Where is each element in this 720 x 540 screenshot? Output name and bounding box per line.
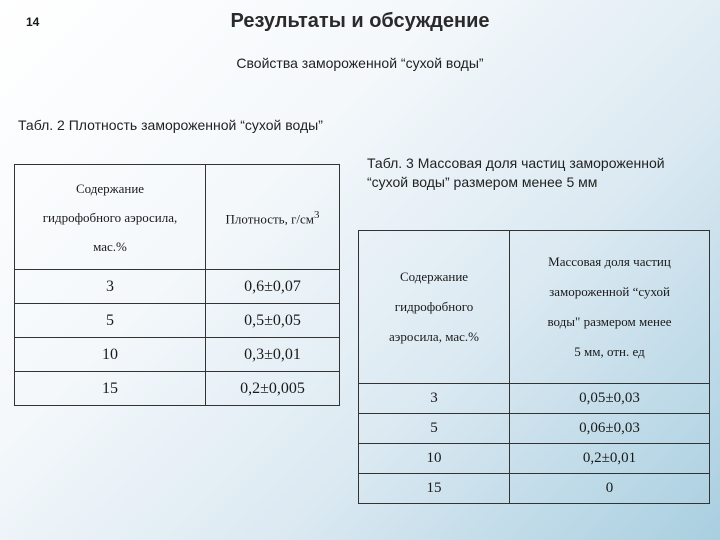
density-cell: 0,5±0,05 [206,304,340,338]
density-cell: 0,3±0,01 [206,338,340,372]
content-cell: 15 [15,372,206,406]
table-header-row [15,165,340,270]
content-cell: 5 [15,304,206,338]
fraction-cell: 0 [510,474,710,504]
slide-number: 14 [26,15,40,29]
content-header-cell [359,231,510,384]
slide-subtitle: Свойства замороженной “сухой воды” [236,55,484,71]
density-table [14,164,340,406]
fraction-header-cell [510,231,710,384]
header-line: воды" размером менее [547,314,672,329]
header-line: Содержание [75,180,145,196]
content-header-cell [15,165,206,270]
content-cell: 15 [359,474,510,504]
header-line: Содержание [399,269,469,284]
header-line: аэросила, мас.% [389,329,479,344]
fraction-cell: 0,2±0,01 [510,444,710,474]
content-cell: 3 [15,270,206,304]
header-line: гидрофобного аэросила, [42,209,178,225]
table-row [15,372,340,406]
table-row [359,414,710,444]
table3-caption: Табл. 3 Массовая доля частиц замороженной “сухой воды” размером менее 5 мм [367,155,665,190]
table2-caption: Табл. 2 Плотность замороженной “сухой воды” [18,117,323,133]
header-line: 5 мм, отн. ед [574,344,645,359]
density-cell: 0,6±0,07 [206,270,340,304]
header-line: гидрофобного [394,299,474,314]
table-row [359,444,710,474]
density-header-label: Плотность, г/см [225,211,315,227]
content-cell: 3 [359,384,510,414]
table-row [15,270,340,304]
header-line: Массовая доля частиц [548,254,671,269]
slide-title: Результаты и обсуждение [230,10,490,32]
header-line: замороженной “сухой [549,284,670,299]
content-cell: 10 [359,444,510,474]
table-row [15,304,340,338]
table-row [359,474,710,504]
density-cell: 0,2±0,005 [206,372,340,406]
header-line: мас.% [93,238,127,254]
density-header-sup: 3 [314,208,320,221]
fraction-cell: 0,05±0,03 [510,384,710,414]
density-header-cell [206,165,340,270]
mass-fraction-table [358,230,710,504]
content-cell: 5 [359,414,510,444]
fraction-cell: 0,06±0,03 [510,414,710,444]
content-cell: 10 [15,338,206,372]
table-row [359,384,710,414]
table-header-row [359,231,710,384]
table-row [15,338,340,372]
